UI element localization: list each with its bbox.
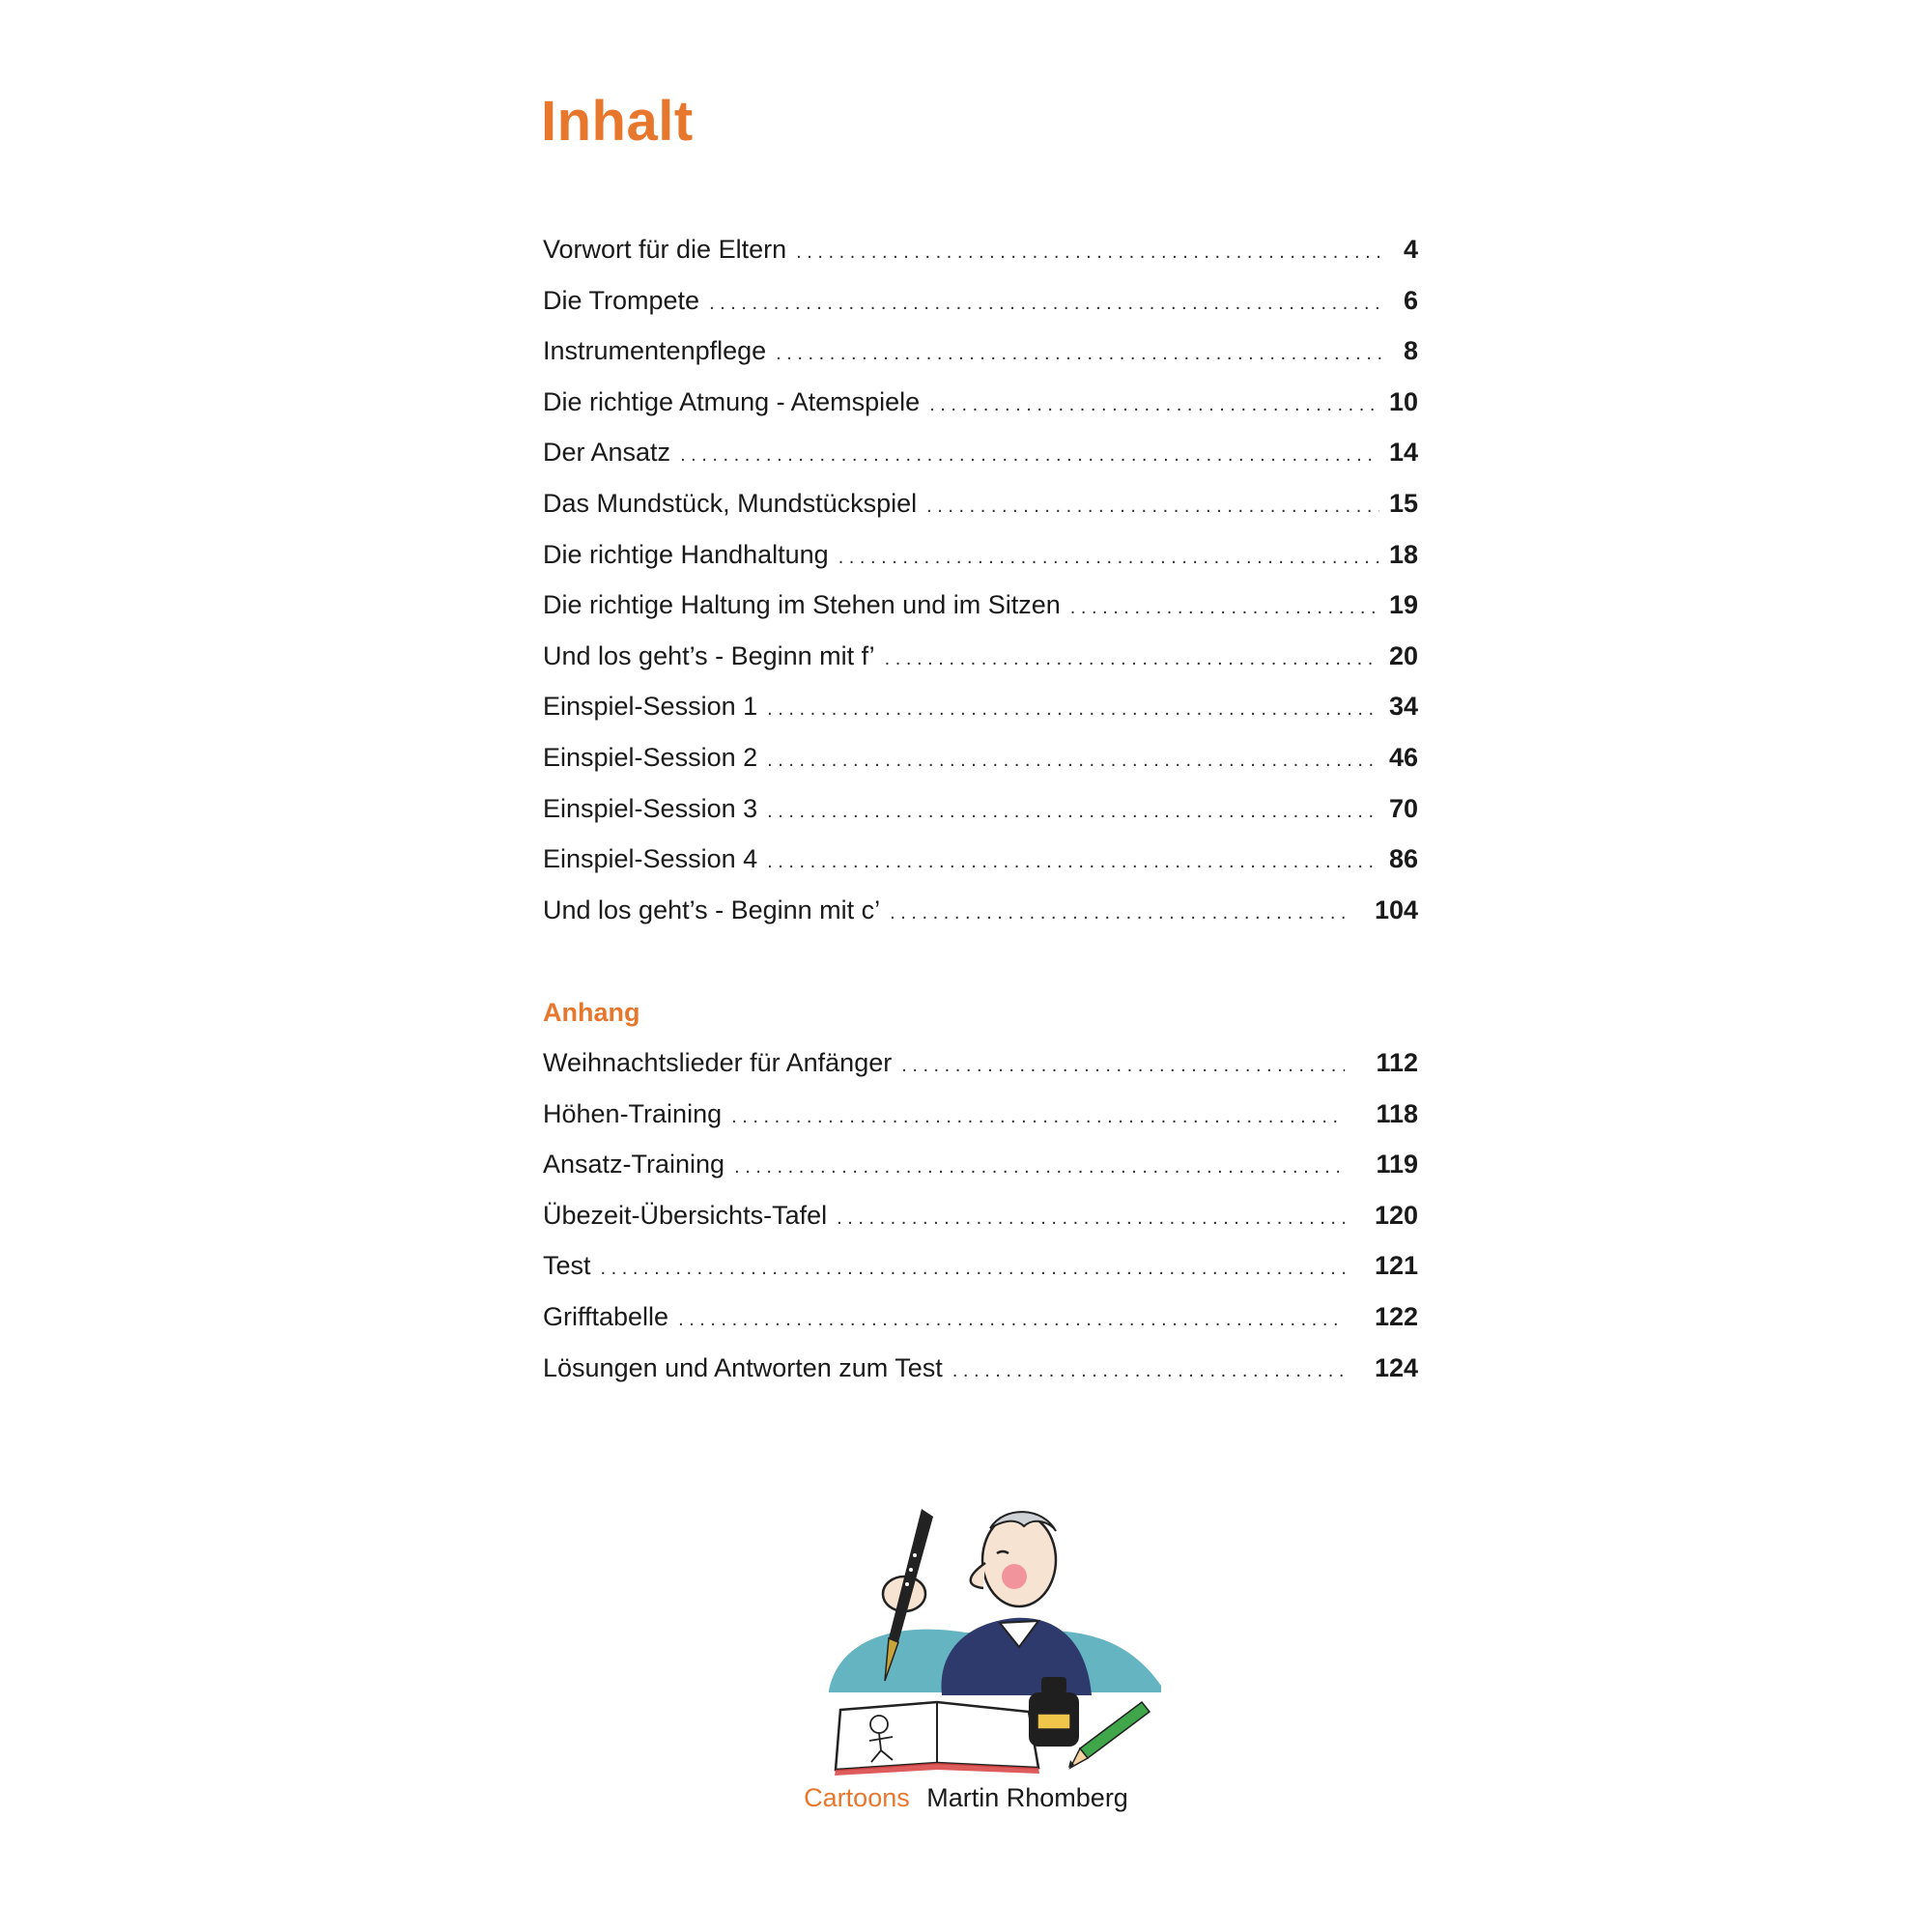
dot-leader (709, 278, 1385, 329)
toc-entry-page: 104 (1374, 895, 1418, 924)
dot-leader (837, 1193, 1345, 1244)
credit-label: Cartoons (804, 1783, 910, 1812)
toc-entry-page: 8 (1403, 336, 1418, 366)
toc-entry-label: Übezeit-Übersichts-Tafel (543, 1200, 828, 1230)
toc-entry[interactable] (543, 529, 1418, 581)
dot-leader (929, 380, 1379, 431)
toc-main-list (543, 224, 1418, 935)
toc-entry-label: Instrumentenpflege (543, 336, 767, 366)
dot-leader (767, 837, 1379, 888)
toc-entry[interactable] (543, 580, 1418, 631)
toc-entry-page: 10 (1388, 386, 1418, 416)
toc-entry-page: 34 (1388, 692, 1418, 722)
toc-entry-label: Und los geht’s - Beginn mit f’ (543, 640, 875, 670)
dot-leader (680, 430, 1379, 481)
toc-entry-label: Grifftabelle (543, 1301, 669, 1331)
toc-entry-page: 46 (1388, 742, 1418, 772)
toc-entry[interactable] (543, 377, 1418, 428)
toc-entry-page: 70 (1388, 793, 1418, 823)
page-title: Inhalt (541, 90, 694, 153)
toc-entry-label: Der Ansatz (543, 438, 671, 468)
cartoonist-drawing-illustration (821, 1488, 1169, 1777)
toc-entry[interactable] (543, 275, 1418, 327)
toc-entry-label: Test (543, 1251, 591, 1281)
dot-leader (776, 328, 1385, 380)
cheek (1002, 1564, 1027, 1589)
dot-leader (838, 532, 1379, 583)
toc-entry[interactable] (543, 1037, 1418, 1089)
toc-entry[interactable] (543, 885, 1418, 936)
toc-entry[interactable] (543, 427, 1418, 478)
toc-entry-page: 19 (1388, 590, 1418, 620)
toc-appendix-list (543, 987, 1418, 1393)
toc-entry-label: Ansatz-Training (543, 1150, 725, 1179)
toc-entry-page: 6 (1403, 285, 1418, 315)
toc-entry-label: Einspiel-Session 3 (543, 793, 758, 823)
toc-entry[interactable] (543, 1190, 1418, 1241)
dot-leader (1070, 582, 1379, 634)
toc-entry[interactable] (543, 224, 1418, 275)
toc-entry-label: Höhen-Training (543, 1098, 723, 1128)
dot-leader (767, 684, 1379, 735)
dot-leader (767, 735, 1379, 786)
head (982, 1514, 1056, 1606)
dot-leader (731, 1092, 1345, 1143)
dot-leader (885, 634, 1379, 685)
toc-entry-label: Einspiel-Session 4 (543, 844, 758, 874)
toc-entry-page: 118 (1376, 1098, 1418, 1128)
toc-entry-page: 18 (1388, 539, 1418, 569)
dot-leader (767, 786, 1379, 838)
toc-entry-label: Einspiel-Session 2 (543, 742, 758, 772)
dot-leader (601, 1243, 1345, 1294)
toc-entry-label: Einspiel-Session 1 (543, 692, 758, 722)
toc-entry-page: 15 (1388, 488, 1418, 518)
appendix-heading: Anhang (543, 998, 640, 1027)
toc-entry-label: Vorwort für die Eltern (543, 235, 787, 264)
dot-leader (890, 888, 1345, 939)
toc-entry[interactable] (543, 478, 1418, 529)
ink-label (1037, 1714, 1070, 1729)
toc-entry[interactable] (543, 326, 1418, 377)
toc-entry-page: 14 (1388, 438, 1418, 468)
toc-entry[interactable] (543, 732, 1418, 783)
toc-entry-label: Das Mundstück, Mundstückspiel (543, 488, 918, 518)
dot-leader (952, 1346, 1345, 1397)
toc-entry[interactable] (543, 1139, 1418, 1190)
dot-leader (734, 1142, 1345, 1193)
credit-name: Martin Rhomberg (926, 1783, 1128, 1812)
pen (889, 1509, 933, 1642)
toc-entry[interactable] (543, 631, 1418, 682)
toc-entry-label: Die Trompete (543, 285, 700, 315)
toc-entry-page: 86 (1388, 844, 1418, 874)
nose (971, 1563, 985, 1588)
pencil (1080, 1702, 1150, 1758)
toc-entry-label: Und los geht’s - Beginn mit c’ (543, 895, 881, 924)
toc-entry-page: 119 (1376, 1150, 1418, 1179)
toc-entry-page: 121 (1374, 1251, 1418, 1281)
toc-entry-label: Weihnachtslieder für Anfänger (543, 1048, 893, 1077)
toc-entry-page: 120 (1374, 1200, 1418, 1230)
toc-entry[interactable] (543, 783, 1418, 835)
toc-entry-page: 4 (1403, 235, 1418, 264)
toc-entry[interactable] (543, 1343, 1418, 1394)
toc-entry-page: 122 (1374, 1301, 1418, 1331)
illustration-credit (0, 1783, 1932, 1813)
toc-entry-label: Die richtige Handhaltung (543, 539, 829, 569)
toc-entry-page: 112 (1376, 1048, 1418, 1077)
dot-leader (926, 481, 1379, 532)
toc-entry-page: 20 (1388, 640, 1418, 670)
toc-entry-label: Die richtige Haltung im Stehen und im Sitzen (543, 590, 1061, 620)
toc-entry-page: 124 (1374, 1352, 1418, 1382)
toc-entry-label: Die richtige Atmung - Atemspiele (543, 386, 921, 416)
toc-entry[interactable] (543, 834, 1418, 885)
toc-entry[interactable] (543, 1240, 1418, 1292)
toc-entry[interactable] (543, 681, 1418, 732)
dot-leader (678, 1294, 1345, 1346)
toc-entry[interactable] (543, 1089, 1418, 1140)
toc-entry[interactable] (543, 1292, 1418, 1343)
toc-entry-label: Lösungen und Antworten zum Test (543, 1352, 943, 1382)
dot-leader (796, 227, 1385, 278)
dot-leader (901, 1040, 1345, 1092)
